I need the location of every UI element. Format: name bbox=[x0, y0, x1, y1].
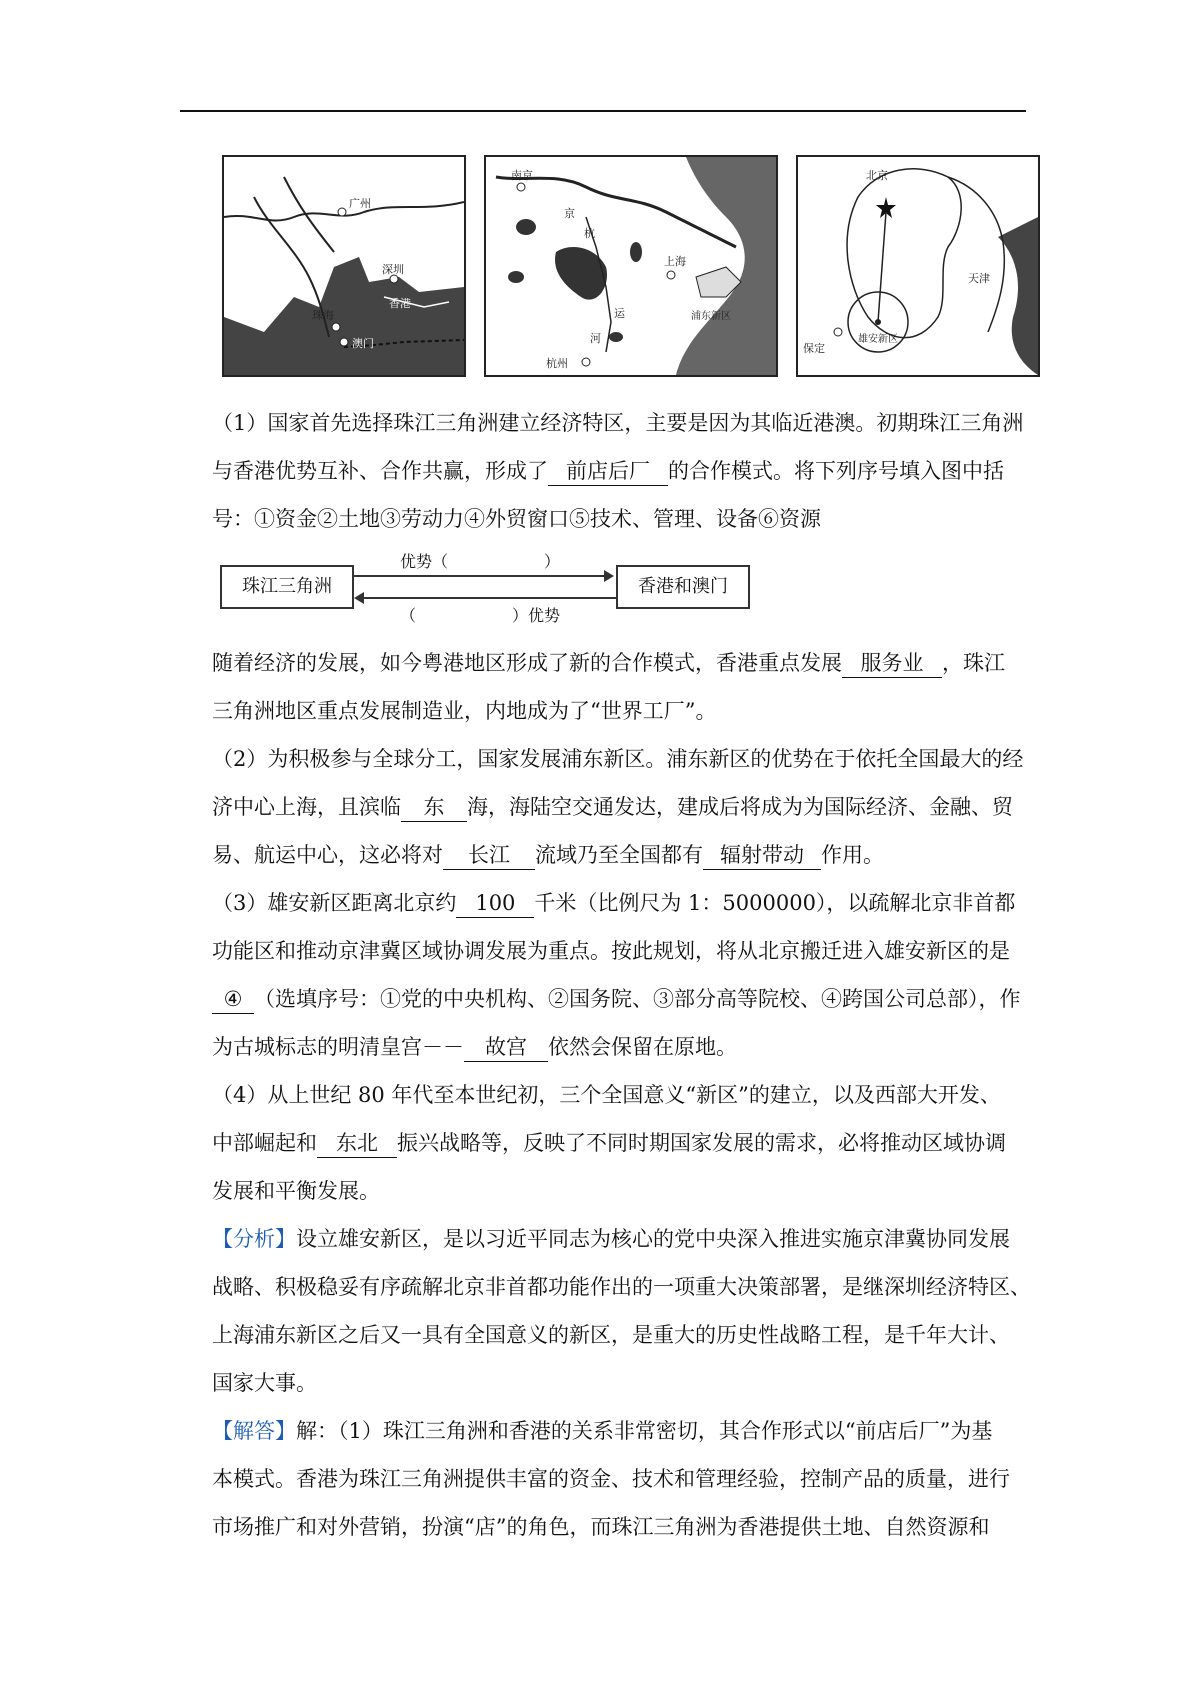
q3-line2: 功能区和推动京津冀区域协调发展为重点。按此规划，将从北京搬迁进入雄安新区的是 bbox=[212, 939, 1010, 963]
label-baoding: 保定 bbox=[803, 342, 825, 355]
answer-line2: 本模式。香港为珠江三角洲提供丰富的资金、技术和管理经验，控制产品的质量，进行 bbox=[212, 1467, 1010, 1491]
q1-line5: 三角洲地区重点发展制造业，内地成为了“世界工厂”。 bbox=[212, 699, 717, 723]
q3-answer-distance: 100 bbox=[456, 889, 534, 918]
label-guangzhou: 广州 bbox=[349, 197, 371, 210]
q2-answer-river: 长江 bbox=[443, 841, 535, 870]
analysis-line4: 国家大事。 bbox=[212, 1371, 317, 1395]
q4-line1: （4）从上世纪 80 年代至本世纪初，三个全国意义“新区”的建立，以及西部大开发、 bbox=[212, 1083, 1001, 1107]
label-aomen: 澳门 bbox=[352, 337, 374, 350]
label-shenzhen: 深圳 bbox=[382, 263, 404, 276]
flow-arrow-left bbox=[364, 597, 616, 599]
analysis-line3: 上海浦东新区之后又一具有全国意义的新区，是重大的历史性战略工程，是千年大计、 bbox=[212, 1323, 1010, 1347]
analysis-line1: 【分析】设立雄安新区，是以习近平同志为核心的党中央深入推进实施京津冀协同发展 bbox=[212, 1227, 1010, 1251]
q2-line1: （2）为积极参与全球分工，国家发展浦东新区。浦东新区的优势在于依托全国最大的经 bbox=[212, 747, 1024, 771]
q1-line3: 号：①资金②土地③劳动力④外贸窗口⑤技术、管理、设备⑥资源 bbox=[212, 507, 821, 531]
flow-arrowhead-right bbox=[604, 570, 614, 582]
flow-left-box: 珠江三角洲 bbox=[220, 565, 354, 609]
flow-top-label: 优势（ ） bbox=[400, 552, 561, 571]
q1-line4: 随着经济的发展，如今粤港地区形成了新的合作模式，香港重点发展 服务业 ，珠江 bbox=[212, 640, 1032, 686]
q4-line3: 发展和平衡发展。 bbox=[212, 1179, 380, 1203]
q3-line3: ④ （选填序号：①党的中央机构、②国务院、③部分高等院校、④跨国公司总部），作 bbox=[212, 976, 1032, 1022]
q2-line2: 济中心上海，且滨临 东 海，海陆空交通发达，建成后将成为为国际经济、金融、贸 bbox=[212, 784, 1032, 830]
label-jing: 京 bbox=[564, 207, 575, 220]
label-hang: 杭 bbox=[584, 227, 595, 240]
answer-line3: 市场推广和对外营销，扮演“店”的角色，而珠江三角洲为香港提供土地、自然资源和 bbox=[212, 1515, 990, 1539]
label-he: 河 bbox=[590, 332, 601, 345]
q1-line2: 与香港优势互补、合作共赢，形成了 前店后厂 的合作模式。将下列序号填入图中括 bbox=[212, 448, 1032, 494]
label-tianjin: 天津 bbox=[968, 272, 990, 285]
pearl-river-delta-map-svg bbox=[224, 157, 464, 375]
answer-tag: 【解答】 bbox=[212, 1419, 296, 1443]
yangtze-delta-map bbox=[484, 155, 778, 377]
flow-bottom-label: （ ）优势 bbox=[400, 606, 561, 625]
xiongan-map-svg bbox=[798, 157, 1038, 375]
yangtze-delta-map-svg bbox=[486, 157, 776, 375]
q4-line2: 中部崛起和 东北 振兴战略等，反映了不同时期国家发展的需求，必将推动区域协调 bbox=[212, 1120, 1032, 1166]
q1-line1: （1）国家首先选择珠江三角洲建立经济特区，主要是因为其临近港澳。初期珠江三角洲 bbox=[212, 411, 1024, 435]
flow-arrow-right bbox=[354, 575, 606, 577]
q2-line3: 易、航运中心，这必将对 长江 流域乃至全国都有 辐射带动 作用。 bbox=[212, 832, 1032, 878]
label-beijing: 北京 bbox=[866, 169, 888, 182]
q1-answer-mode: 前店后厂 bbox=[548, 457, 668, 486]
flow-arrowhead-left bbox=[354, 592, 364, 604]
q1-answer-service: 服务业 bbox=[842, 649, 942, 678]
label-pudong: 浦东新区 bbox=[691, 311, 731, 322]
label-zhuhai: 珠海 bbox=[312, 309, 334, 322]
q3-answer-palace: 故宫 bbox=[464, 1033, 548, 1062]
header-rule bbox=[180, 110, 1026, 112]
pearl-river-delta-map bbox=[222, 155, 466, 377]
q4-answer-region: 东北 bbox=[317, 1129, 397, 1158]
label-yun: 运 bbox=[614, 307, 625, 320]
label-hangzhou: 杭州 bbox=[546, 357, 568, 370]
q3-line4: 为古城标志的明清皇宫－－ 故宫 依然会保留在原地。 bbox=[212, 1024, 1032, 1070]
analysis-line2: 战略、积极稳妥有序疏解北京非首都功能作出的一项重大决策部署，是继深圳经济特区、 bbox=[212, 1275, 1031, 1299]
label-xianggang: 香港 bbox=[389, 297, 411, 310]
label-xiongan: 雄安新区 bbox=[858, 334, 898, 345]
flow-right-box: 香港和澳门 bbox=[616, 565, 750, 609]
label-nanjing: 南京 bbox=[511, 169, 533, 182]
q3-line1: （3）雄安新区距离北京约 100 千米（比例尺为 1：5000000），以疏解北京非首都 bbox=[212, 880, 1032, 926]
xiongan-map bbox=[796, 155, 1040, 377]
cooperation-flow-diagram bbox=[220, 553, 750, 623]
q2-answer-sea: 东 bbox=[401, 793, 467, 822]
analysis-tag: 【分析】 bbox=[212, 1227, 296, 1251]
q3-answer-choice: ④ bbox=[212, 985, 254, 1014]
answer-line1: 【解答】解：（1）珠江三角洲和香港的关系非常密切，其合作形式以“前店后厂”为基 bbox=[212, 1419, 993, 1443]
label-shanghai: 上海 bbox=[664, 255, 686, 268]
q2-answer-effect: 辐射带动 bbox=[703, 841, 821, 870]
